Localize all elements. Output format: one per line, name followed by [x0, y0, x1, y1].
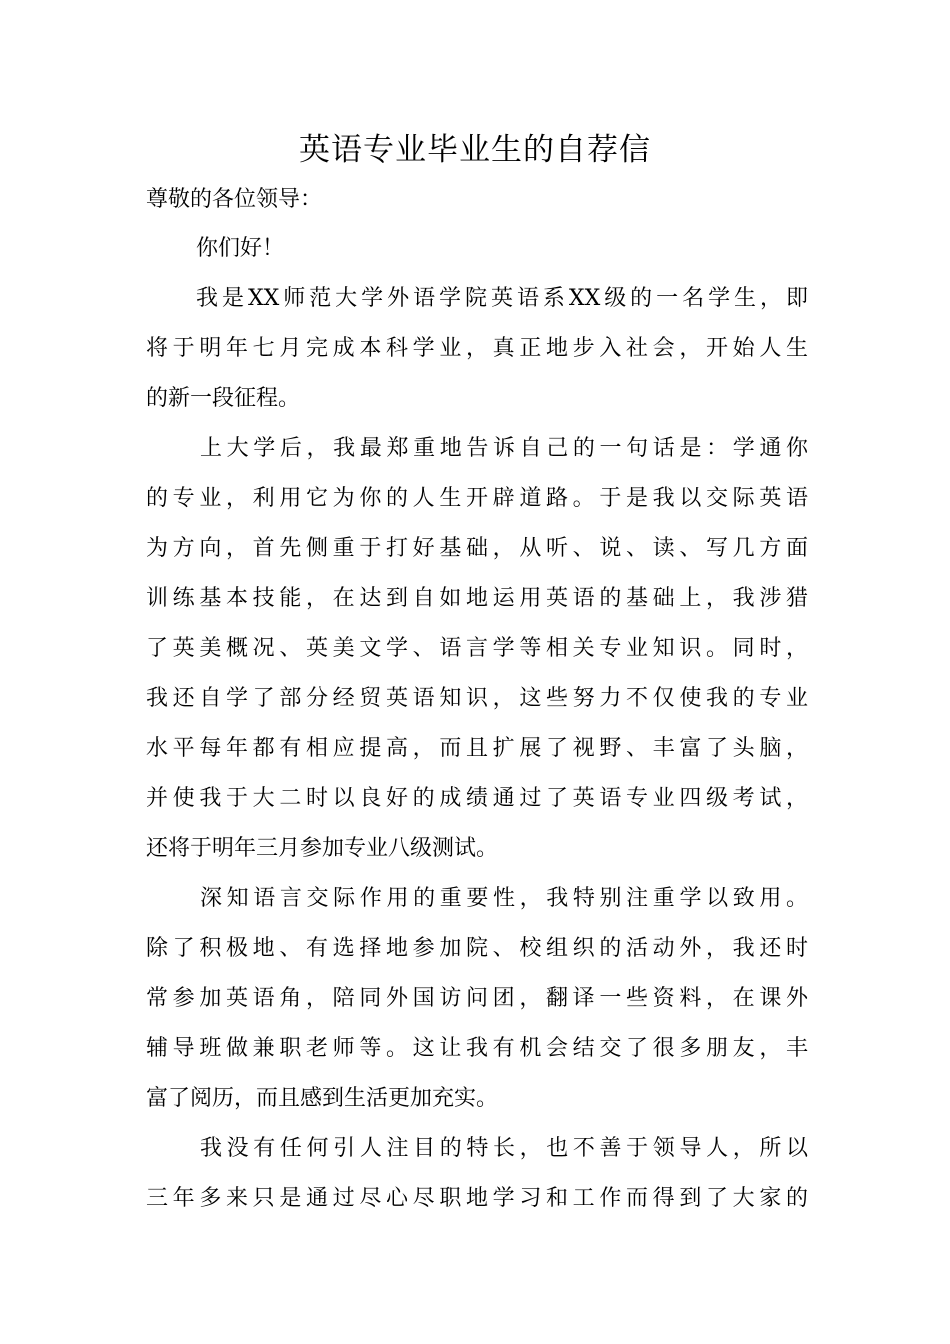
body-line: 我是XX师范大学外语学院英语系XX级的一名学生，即 [196, 286, 808, 311]
body-line: 训练基本技能，在达到自如地运用英语的基础上，我涉猎 [146, 586, 808, 611]
body-line: 的专业，利用它为你的人生开辟道路。于是我以交际英语 [146, 486, 808, 511]
document-title: 英语专业毕业生的自荐信 [299, 132, 651, 168]
body-line: 我没有任何引人注目的特长，也不善于领导人，所以 [200, 1136, 808, 1161]
body-line: 为方向，首先侧重于打好基础，从听、说、读、写几方面 [146, 536, 808, 561]
body-line: 深知语言交际作用的重要性，我特别注重学以致用。 [200, 886, 808, 911]
body-line: 水平每年都有相应提高，而且扩展了视野、丰富了头脑， [146, 736, 808, 761]
body-line: 了英美概况、英美文学、语言学等相关专业知识。同时， [146, 636, 808, 661]
body-line: 我还自学了部分经贸英语知识，这些努力不仅使我的专业 [146, 686, 808, 711]
body-line: 三年多来只是通过尽心尽职地学习和工作而得到了大家的 [146, 1186, 808, 1211]
body-line: 还将于明年三月参加专业八级测试。 [146, 836, 499, 861]
body-line: 将于明年七月完成本科学业，真正地步入社会，开始人生 [146, 336, 808, 361]
body-line: 常参加英语角，陪同外国访问团，翻译一些资料，在课外 [146, 986, 808, 1011]
body-line: 并使我于大二时以良好的成绩通过了英语专业四级考试， [146, 786, 808, 811]
letter-body [146, 282, 808, 1232]
body-line: 富了阅历，而且感到生活更加充实。 [146, 1086, 499, 1111]
body-line: 的新一段征程。 [146, 386, 301, 411]
salutation: 尊敬的各位领导： [146, 187, 323, 212]
greeting: 你们好！ [196, 236, 285, 261]
body-line: 除了积极地、有选择地参加院、校组织的活动外，我还时 [146, 936, 808, 961]
body-line: 上大学后，我最郑重地告诉自己的一句话是：学通你 [200, 436, 808, 461]
body-line: 辅导班做兼职老师等。这让我有机会结交了很多朋友，丰 [146, 1036, 808, 1061]
